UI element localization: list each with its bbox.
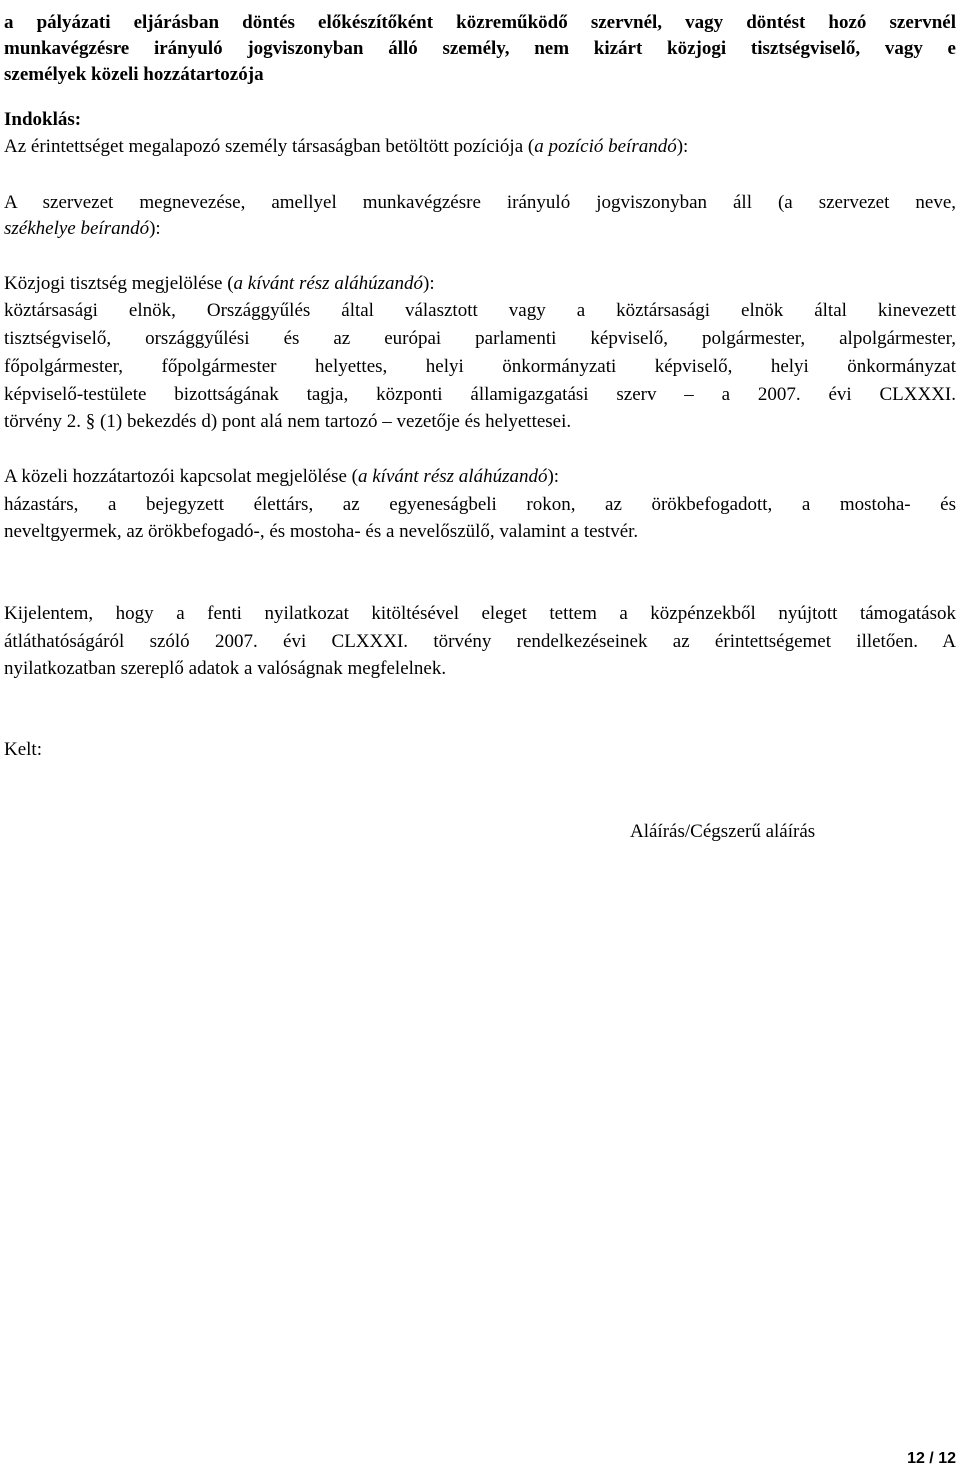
position-prefix: Az érintettséget megalapozó személy társaságban betöltött pozíciója ( [4, 136, 535, 157]
organization-italic: székhelye beírandó [4, 218, 150, 239]
public-office-line-3: főpolgármester, főpolgármester helyettes, helyi önkormányzati képviselő, helyi önkormányzat [4, 356, 956, 377]
dated-label: Kelt: [4, 739, 42, 760]
position-italic: a pozíció beírandó [534, 136, 677, 157]
organization-line-2 [4, 218, 956, 240]
relative-title-suffix: ): [547, 466, 560, 487]
signature-label: Aláírás/Cégszerű aláírás [630, 821, 816, 842]
relative-line-1: házastárs, a bejegyzett élettárs, az egyeneságbeli rokon, az örökbefogadott, a mostoha- és [4, 494, 956, 515]
organization-line-1: A szervezet megnevezése, amellyel munkavégzésre irányuló jogviszonyban áll (a szervezet neve, [4, 192, 956, 213]
public-office-line-2: tisztségviselő, országgyűlési és az európai parlamenti képviselő, polgármester, alpolgármester, [4, 328, 956, 349]
position-line [4, 136, 956, 158]
public-office-title-suffix: ): [423, 273, 435, 294]
header-line-3: személyek közeli hozzátartozója [4, 64, 264, 85]
relative-title [4, 466, 956, 488]
declaration-line-3: nyilatkozatban szereplő adatok a valóságnak megfelelnek. [4, 658, 447, 679]
declaration-line-1: Kijelentem, hogy a fenti nyilatkozat kitöltésével eleget tettem a közpénzekből nyújtott támogatások [4, 603, 956, 624]
public-office-title-prefix: Közjogi tisztség megjelölése ( [4, 273, 234, 294]
public-office-title-italic: a kívánt rész aláhúzandó [233, 273, 423, 294]
relative-title-italic: a kívánt rész aláhúzandó [358, 466, 548, 487]
position-suffix: ): [676, 136, 689, 157]
document-page [4, 0, 956, 1470]
declaration-line-2: átláthatóságáról szóló 2007. évi CLXXXI. törvény rendelkezéseinek az érintettségemet illetően. A [4, 631, 956, 652]
public-office-line-4: képviselő-testülete bizottságának tagja, központi államigazgatási szerv – a 2007. évi CLXXXI. [4, 384, 956, 405]
justification-label: Indoklás: [4, 109, 82, 130]
page-number: 12 / 12 [907, 1450, 956, 1467]
public-office-title [4, 273, 956, 295]
relative-title-prefix: A közeli hozzátartozói kapcsolat megjelölése ( [4, 466, 358, 487]
relative-line-2: neveltgyermek, az örökbefogadó-, és mostoha- és a nevelőszülő, valamint a testvér. [4, 521, 639, 542]
header-line-1: a pályázati eljárásban döntés előkészítőként közreműködő szervnél, vagy döntést hozó szervnél [4, 12, 956, 33]
header-line-2: munkavégzésre irányuló jogviszonyban álló személy, nem kizárt közjogi tisztségviselő, vagy e [4, 38, 956, 59]
organization-suffix: ): [149, 218, 161, 239]
public-office-line-1: köztársasági elnök, Országgyűlés által választott vagy a köztársasági elnök által kinevezett [4, 300, 956, 321]
public-office-line-5: törvény 2. § (1) bekezdés d) pont alá nem tartozó – vezetője és helyettesei. [4, 411, 572, 432]
